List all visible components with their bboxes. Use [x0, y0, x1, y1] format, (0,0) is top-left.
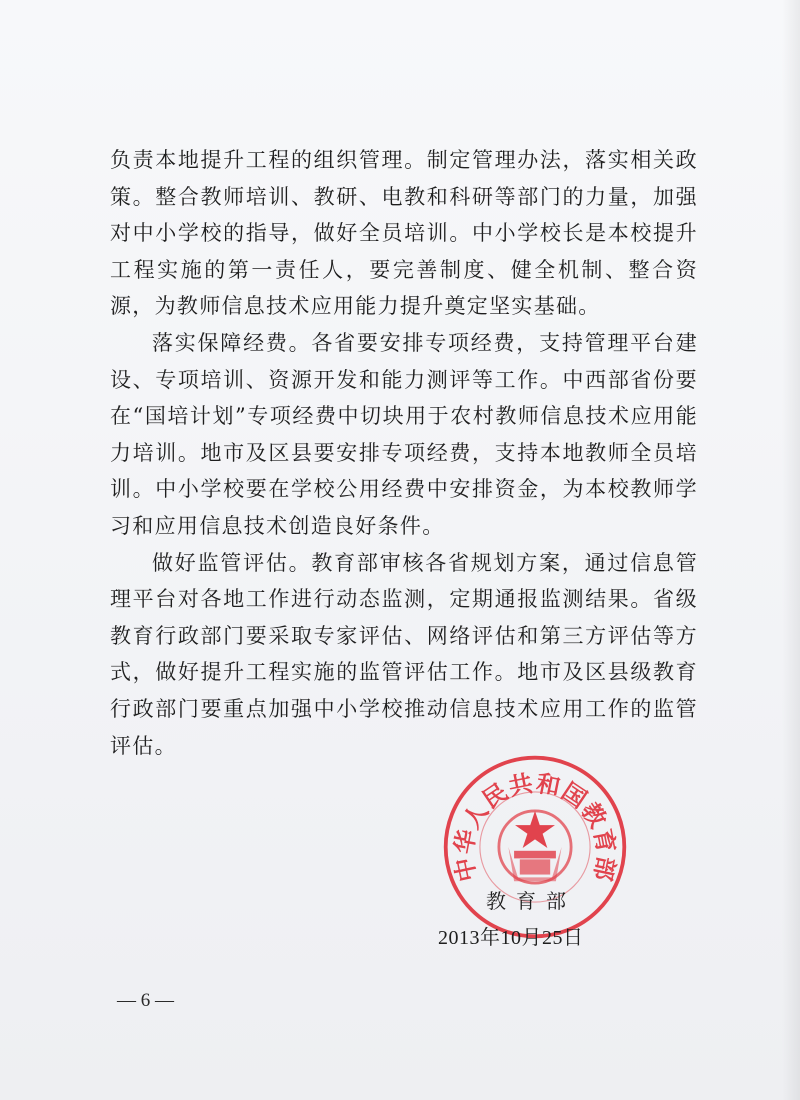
paragraph-2: 落实保障经费。各省要安排专项经费，支持管理平台建设、专项培训、资源开发和能力测评等工作。中西部省份要在“国培计划”专项经费中切块用于农村教师信息技术应用能力培训。地市及区县要安排专项经费，支持本地教师全员培训。中小学校要在学校公用经费中安排资金，为本校教师学习和应用信息技术创造良好条件。: [110, 330, 698, 538]
document-date: 2013年10月25日: [438, 927, 584, 949]
page-number: — 6 —: [117, 990, 174, 1011]
document-body: [110, 142, 698, 764]
national-emblem-icon: [499, 811, 571, 883]
seal-text: 中华人民共和国教育部: [449, 769, 621, 885]
paragraph-1: 负责本地提升工程的组织管理。制定管理办法，落实相关政策。整合教师培训、教研、电教和科研等部门的力量，加强对中小学校的指导，做好全员培训。中小学校长是本校提升工程实施的第一责任人，要完善制度、健全机制、整合资源，为教师信息技术应用能力提升奠定坚实基础。: [110, 148, 698, 319]
page-edge-shadow: [782, 0, 800, 1100]
signature-issuer: 教育部: [486, 889, 576, 913]
paragraph-3: 做好监管评估。教育部审核各省规划方案，通过信息管理平台对各地工作进行动态监测，定期通报监测结果。省级教育行政部门要采取专家评估、网络评估和第三方评估等方式，做好提升工程实施的监管评估工作。地市及区县级教育行政部门要重点加强中小学校推动信息技术应用工作的监管评估。: [110, 550, 698, 758]
